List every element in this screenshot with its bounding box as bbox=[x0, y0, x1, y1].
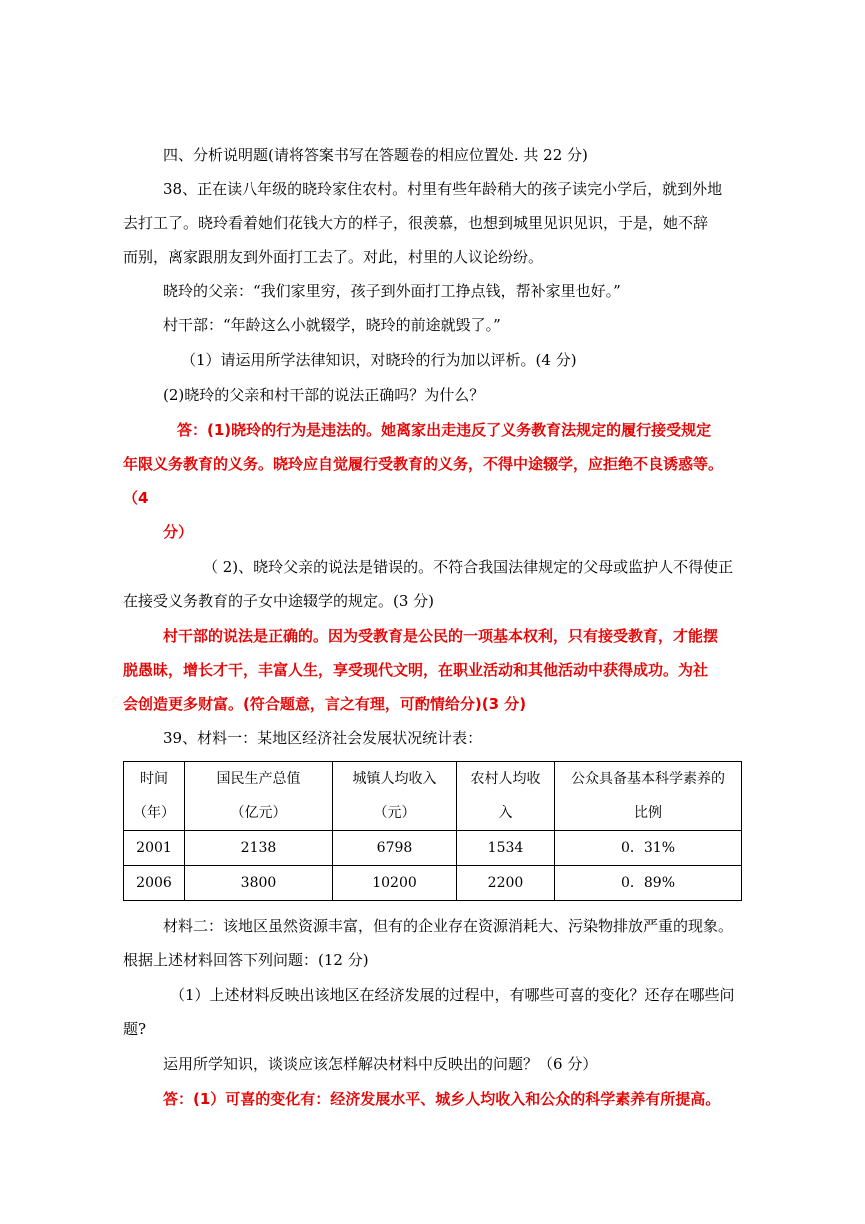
table-cell: 0．31% bbox=[555, 831, 742, 866]
table-cell: 2200 bbox=[457, 866, 555, 901]
q39-sub-question-1-line-1: （1）上述材料反映出该地区在经济发展的过程中，有哪些可喜的变化？还存在哪些问 bbox=[170, 986, 735, 1004]
q38-answer1-line-4: 分） bbox=[163, 523, 194, 541]
q38-stem-line-3: 而别，离家跟朋友到外面打工去了。对此，村里的人议论纷纷。 bbox=[123, 248, 544, 266]
header-year: 时间 （年） bbox=[124, 762, 185, 831]
header-rural-income: 农村人均收 入 bbox=[457, 762, 555, 831]
table-cell: 10200 bbox=[333, 866, 457, 901]
table-cell: 2138 bbox=[185, 831, 333, 866]
q38-answer1-line-3: （4 bbox=[123, 489, 149, 507]
q38-answer3-line-1: 村干部的说法是正确的。因为受教育是公民的一项基本权利，只有接受教育，才能摆 bbox=[163, 627, 719, 645]
q39-answer-line-1: 答：(1）可喜的变化有：经济发展水平、城乡人均收入和公众的科学素养有所提高。 bbox=[163, 1090, 721, 1108]
q38-answer3-line-2: 脱愚昧，增长才干，丰富人生，享受现代文明，在职业活动和其他活动中获得成功。为社 bbox=[123, 661, 709, 679]
q38-sub-question-1: （1）请运用所学法律知识，对晓玲的行为加以评析。(4 分) bbox=[181, 351, 577, 369]
table-header-row bbox=[124, 762, 742, 831]
q39-material2-line-1: 材料二：该地区虽然资源丰富，但有的企业存在资源消耗大、污染物排放严重的现象。 bbox=[163, 917, 734, 935]
table-cell: 0．89% bbox=[555, 866, 742, 901]
table-row bbox=[124, 831, 742, 866]
q39-material2-line-2: 根据上述材料回答下列问题：(12 分) bbox=[123, 951, 369, 969]
table-row bbox=[124, 866, 742, 901]
q38-answer3-line-3: 会创造更多财富。(符合题意，言之有理，可酌情给分)(3 分) bbox=[123, 695, 527, 713]
q38-answer2-line-1: （ 2)、晓玲父亲的说法是错误的。不符合我国法律规定的父母或监护人不得使正 bbox=[203, 558, 734, 576]
header-urban-income: 城镇人均收入 （元） bbox=[333, 762, 457, 831]
q39-sub-question-1-line-2: 题? bbox=[123, 1020, 147, 1038]
q38-answer1-line-1: 答：(1)晓玲的行为是违法的。她离家出走违反了义务教育法规定的履行接受规定 bbox=[177, 421, 712, 439]
table-cell: 2006 bbox=[124, 866, 185, 901]
q39-intro: 39、材料一：某地区经济社会发展状况统计表： bbox=[163, 729, 483, 747]
q38-stem-line-2: 去打工了。晓玲看着她们花钱大方的样子，很羡慕，也想到城里见识见识，于是，她不辞 bbox=[123, 214, 709, 232]
q38-answer1-line-2: 年限义务教育的义务。晓玲应自觉履行受教育的义务，不得中途辍学，应拒绝不良诱惑等。 bbox=[123, 455, 724, 473]
header-science-literacy: 公众具备基本科学素养的 比例 bbox=[555, 762, 742, 831]
table-cell: 2001 bbox=[124, 831, 185, 866]
table-cell: 6798 bbox=[333, 831, 457, 866]
section-heading: 四、分析说明题(请将答案书写在答题卷的相应位置处. 共 22 分) bbox=[163, 146, 588, 164]
q38-stem-line-1: 38、正在读八年级的晓玲家住农村。村里有些年龄稍大的孩子读完小学后，就到外地 bbox=[163, 180, 723, 198]
statistics-table bbox=[123, 761, 742, 901]
q39-sub-question-2: 运用所学知识，谈谈应该怎样解决材料中反映出的问题？（6 分） bbox=[163, 1055, 598, 1073]
q38-father-quote: 晓玲的父亲：“我们家里穷，孩子到外面打工挣点钱，帮补家里也好。” bbox=[163, 282, 621, 300]
q38-answer2-line-2: 在接受义务教育的子女中途辍学的规定。(3 分) bbox=[123, 592, 435, 610]
q38-sub-question-2: (2)晓玲的父亲和村干部的说法正确吗？为什么？ bbox=[163, 386, 485, 404]
table-cell: 3800 bbox=[185, 866, 333, 901]
header-gnp: 国民生产总值 （亿元） bbox=[185, 762, 333, 831]
table-cell: 1534 bbox=[457, 831, 555, 866]
q38-cadre-quote: 村干部：“年龄这么小就辍学，晓玲的前途就毁了。” bbox=[163, 316, 501, 334]
